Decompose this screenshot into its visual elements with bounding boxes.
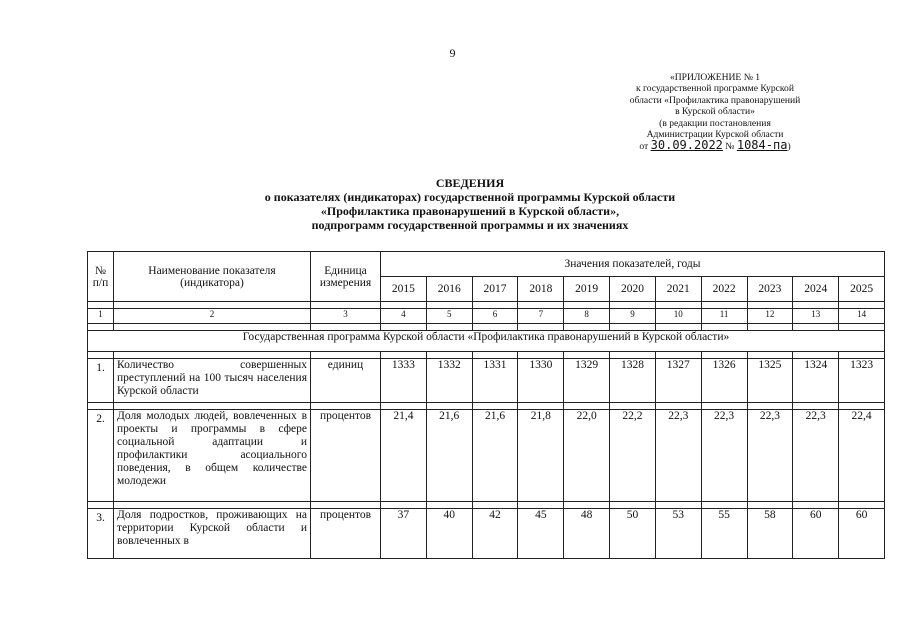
page-number: 9 <box>449 46 456 60</box>
year-header: 2023 <box>747 277 793 302</box>
year-header: 2020 <box>610 277 656 302</box>
value-cell: 60 <box>793 509 839 559</box>
row-gap <box>88 403 885 410</box>
table-row <box>88 410 885 502</box>
title-line: подпрограмм государственной программы и их значениях <box>311 218 629 232</box>
column-index-row <box>88 309 885 324</box>
table-row <box>88 509 885 559</box>
value-cell: 21,4 <box>381 410 427 502</box>
value-cell: 60 <box>839 509 885 559</box>
header-num: № п/п <box>88 252 114 302</box>
value-cell: 1323 <box>839 359 885 403</box>
year-header: 2022 <box>701 277 747 302</box>
value-cell: 22,3 <box>701 410 747 502</box>
value-cell: 1333 <box>381 359 427 403</box>
appendix-line: «ПРИЛОЖЕНИЕ № 1 <box>669 72 761 83</box>
value-cell: 50 <box>610 509 656 559</box>
value-cell: 42 <box>472 509 518 559</box>
title-line: «Профилактика правонарушений в Курской области», <box>320 204 620 218</box>
value-cell: 1327 <box>655 359 701 403</box>
row-num: 3. <box>88 509 114 559</box>
value-cell: 45 <box>518 509 564 559</box>
section-row <box>88 331 885 352</box>
appendix-line: области «Профилактика правонарушений <box>629 94 801 106</box>
value-cell: 21,6 <box>426 410 472 502</box>
row-gap <box>88 502 885 509</box>
year-header: 2021 <box>655 277 701 302</box>
header-gap <box>88 302 885 309</box>
value-cell: 1325 <box>747 359 793 403</box>
header-name: Наименование показателя (индикатора) <box>114 252 311 302</box>
header-values-group: Значения показателей, годы <box>381 252 885 277</box>
indicator-name: Количество совершенных преступлений на 100 тысяч населения Курской области <box>114 359 311 403</box>
value-cell: 55 <box>701 509 747 559</box>
value-cell: 1331 <box>472 359 518 403</box>
year-header: 2019 <box>564 277 610 302</box>
value-cell: 22,3 <box>793 410 839 502</box>
unit-cell: процентов <box>311 410 381 502</box>
section-gap <box>88 352 885 359</box>
value-cell: 1326 <box>701 359 747 403</box>
table-header-row <box>88 252 885 277</box>
year-header: 2025 <box>839 277 885 302</box>
column-index: 14 <box>839 309 885 324</box>
title-line: о показателях (индикаторах) государственной программы Курской области <box>264 190 676 204</box>
appendix-line: (в редакции постановления <box>659 117 771 129</box>
value-cell: 1330 <box>518 359 564 403</box>
date-value: 30.09.2022 <box>650 138 723 153</box>
unit-cell: единиц <box>311 359 381 403</box>
value-cell: 22,0 <box>564 410 610 502</box>
year-header: 2015 <box>381 277 427 302</box>
value-cell: 53 <box>655 509 701 559</box>
row-num: 1. <box>88 359 114 403</box>
indicator-name: Доля подростков, проживающих на территории Курской области и вовлеченных в <box>114 509 311 559</box>
year-header: 2018 <box>518 277 564 302</box>
column-index: 10 <box>655 309 701 324</box>
value-cell: 21,8 <box>518 410 564 502</box>
closing-paren: ) <box>787 141 791 153</box>
unit-cell: процентов <box>311 509 381 559</box>
value-cell: 22,3 <box>747 410 793 502</box>
value-cell: 1324 <box>793 359 839 403</box>
column-index: 6 <box>472 309 518 324</box>
column-index: 13 <box>793 309 839 324</box>
number-value: 1084-па <box>736 138 788 153</box>
value-cell: 22,2 <box>610 410 656 502</box>
column-index: 2 <box>114 309 311 324</box>
value-cell: 37 <box>381 509 427 559</box>
appendix-date-line <box>590 140 840 152</box>
value-cell: 22,3 <box>655 410 701 502</box>
number-prefix: № <box>725 141 735 153</box>
column-index: 7 <box>518 309 564 324</box>
document-title <box>150 176 790 232</box>
column-index: 3 <box>311 309 381 324</box>
date-prefix: от <box>639 141 649 153</box>
value-cell: 58 <box>747 509 793 559</box>
column-index: 4 <box>381 309 427 324</box>
column-index: 8 <box>564 309 610 324</box>
section-title: Государственная программа Курской области «Профилактика правонарушений в Курской области» <box>88 331 885 352</box>
header-unit: Единица измерения <box>311 252 381 302</box>
value-cell: 1332 <box>426 359 472 403</box>
column-index: 9 <box>610 309 656 324</box>
indicator-name: Доля молодых людей, вовлеченных в проекты и программы в сфере социальной адаптации и профилактики асоциального поведения, в общем количестве молодежи <box>114 410 311 502</box>
appendix-line: к государственной программе Курской <box>636 83 794 95</box>
column-index: 5 <box>426 309 472 324</box>
year-header: 2016 <box>426 277 472 302</box>
year-header: 2017 <box>472 277 518 302</box>
value-cell: 22,4 <box>839 410 885 502</box>
column-index: 12 <box>747 309 793 324</box>
column-index: 11 <box>701 309 747 324</box>
appendix-line: Администрации Курской области <box>646 129 784 141</box>
value-cell: 48 <box>564 509 610 559</box>
title-heading: СВЕДЕНИЯ <box>435 176 505 190</box>
value-cell: 40 <box>426 509 472 559</box>
value-cell: 1329 <box>564 359 610 403</box>
indicators-table <box>87 251 885 559</box>
value-cell: 1328 <box>610 359 656 403</box>
year-header: 2024 <box>793 277 839 302</box>
appendix-line: в Курской области» <box>675 106 755 118</box>
index-gap <box>88 324 885 331</box>
table-row <box>88 359 885 403</box>
row-num: 2. <box>88 410 114 502</box>
column-index: 1 <box>88 309 114 324</box>
value-cell: 21,6 <box>472 410 518 502</box>
appendix-note <box>590 72 840 153</box>
